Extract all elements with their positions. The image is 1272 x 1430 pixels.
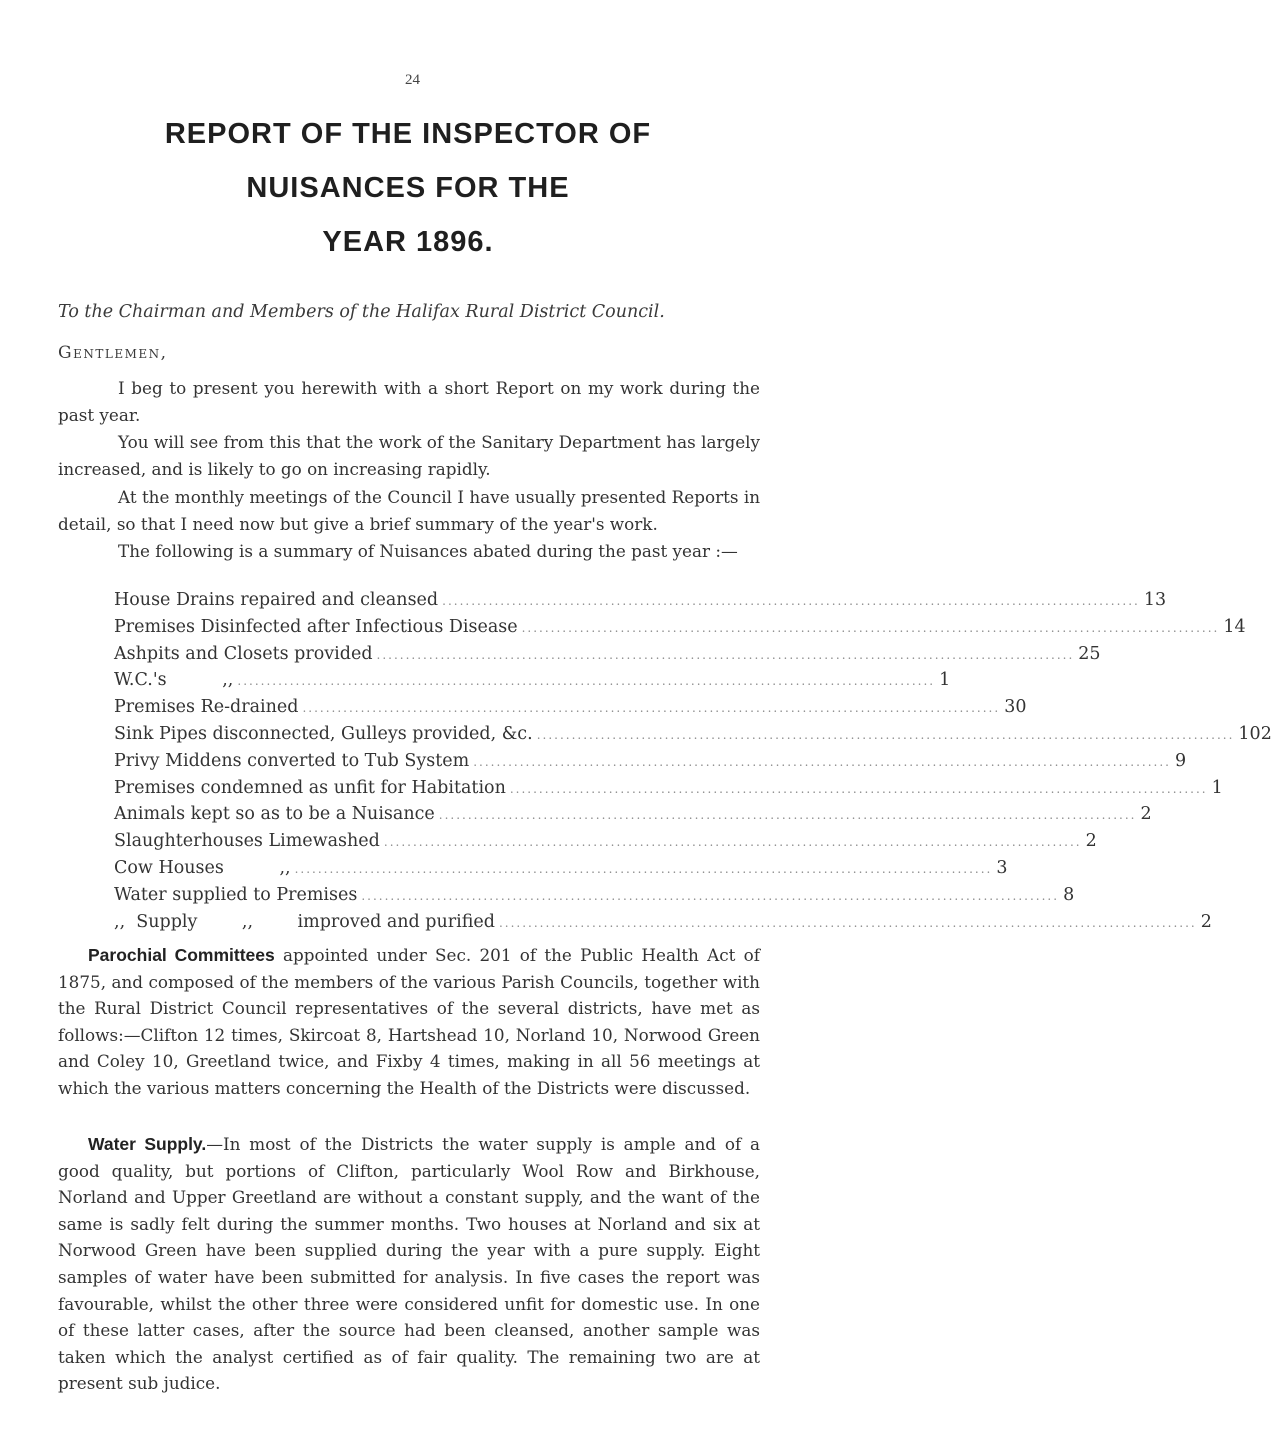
summary-value: 1 [939, 670, 951, 691]
summary-label: W.C.'s ,, [114, 670, 234, 691]
leader-dots: ........................................................................................................................ [302, 701, 1001, 716]
summary-row [114, 804, 1152, 831]
summary-row [114, 643, 1101, 671]
summary-label: Slaughterhouses Limewashed [114, 831, 380, 852]
leader-dots: ........................................................................................................................ [383, 835, 1082, 850]
intro-paragraph-3: At the monthly meetings of the Council I have usually presented Reports in detail, so that I need now but give a brief summary of the year's work. [58, 487, 760, 534]
leader-dots: ........................................................................................................................ [361, 888, 1060, 903]
summary-value: 3 [996, 857, 1008, 878]
summary-value: 8 [1063, 884, 1075, 905]
summary-label: Premises condemned as unfit for Habitation [114, 777, 506, 798]
summary-label: Privy Middens converted to Tub System [114, 750, 470, 771]
summary-value: 2 [1085, 831, 1097, 852]
summary-label: Animals kept so as to be a Nuisance [114, 804, 435, 825]
section-body: —In most of the Districts the water supply is ample and of a good quality, but portions of Clifton, particularly Wool Row and Birkhouse, Norland and Upper Greetland are without a constant supply, and the want of the same is sadly felt during the summer months. Two houses at Norland and six at Norwood Green have been supplied during the year with a pure supply. Eight samples of water have been submitted for analysis. In five cases the report was favourable, whilst the other three were considered unfit for domestic use. In one of these latter cases, after the source had been cleansed, another sample was taken which the analyst certified as of fair quality. The remaining two are at present sub judice. [58, 1134, 761, 1394]
summary-value: 102 [1238, 723, 1272, 744]
section-heading: Parochial Committees [88, 945, 275, 965]
summary-value: 1 [1211, 777, 1223, 798]
leader-dots: ........................................................................................................................ [521, 620, 1220, 635]
address-line: To the Chairman and Members of the Halifax Rural District Council. [58, 302, 665, 322]
summary-value: 25 [1078, 643, 1101, 664]
summary-label: House Drains repaired and cleansed [114, 590, 439, 610]
page-number: 24 [405, 72, 420, 88]
leader-dots: ........................................................................................................................ [237, 674, 936, 689]
summary-label: Premises Disinfected after Infectious Disease [114, 616, 518, 637]
summary-row [114, 857, 1008, 885]
summary-row [114, 911, 1212, 939]
summary-value: 9 [1174, 750, 1187, 771]
summary-row [114, 884, 1075, 912]
summary-value: 2 [1140, 804, 1152, 825]
summary-value: 2 [1200, 911, 1212, 932]
leader-dots: ........................................................................................................................ [438, 808, 1137, 823]
summary-row [114, 750, 1187, 778]
report-title-line-3: YEAR 1896. [322, 226, 494, 258]
nuisances-summary-list [114, 590, 1272, 938]
section-body: appointed under Sec. 201 of the Public Health Act of 1875, and composed of the members of the various Parish Councils, together with the Rural District Council representatives of the several districts, have met as follows:—Clifton 12 times, Skircoat 8, Hartshead 10, Norland 10, Norwood Green and Coley 10, Greetland twice, and Fixby 4 times, making in all 56 meetings at which the various matters concerning the Health of the Districts were discussed. [58, 945, 760, 1098]
water-supply-section [58, 1131, 760, 1397]
summary-label: Ashpits and Closets provided [114, 643, 373, 664]
summary-row [114, 697, 1027, 724]
leader-dots: ........................................................................................................................ [442, 594, 1140, 608]
intro-paragraph-1: I beg to present you herewith with a short Report on my work during the past year. [58, 378, 760, 425]
summary-value: 30 [1004, 697, 1027, 718]
intro-paragraph-2: You will see from this that the work of the Sanitary Department has largely increased, and is likely to go on increasing rapidly. [58, 432, 760, 479]
greeting: Gentlemen, [58, 343, 168, 363]
summary-row [114, 590, 1167, 617]
summary-label: Water supplied to Premises [114, 884, 358, 905]
leader-dots: ........................................................................................................................ [509, 781, 1208, 796]
leader-dots: ........................................................................................................................ [294, 861, 993, 876]
report-title-line-2: NUISANCES FOR THE [246, 172, 570, 204]
leader-dots: ........................................................................................................................ [473, 754, 1171, 769]
summary-value: 14 [1223, 616, 1246, 637]
leader-dots: ........................................................................................................................ [536, 727, 1235, 742]
section-heading: Water Supply. [88, 1134, 207, 1154]
summary-label: Sink Pipes disconnected, Gulleys provided, &c. [114, 723, 533, 744]
summary-row [114, 831, 1097, 858]
intro-paragraph-4: The following is a summary of Nuisances abated during the past year :— [118, 541, 738, 561]
summary-value: 13 [1143, 590, 1167, 610]
summary-label: Cow Houses ,, [114, 857, 291, 878]
leader-dots: ........................................................................................................................ [498, 915, 1197, 930]
summary-label: ,, Supply ,, improved and purified [114, 911, 495, 932]
summary-label: Premises Re-drained [114, 697, 299, 718]
parochial-committees-section [58, 942, 760, 1102]
leader-dots: ........................................................................................................................ [376, 647, 1075, 662]
summary-row [114, 670, 951, 697]
summary-row [114, 777, 1223, 805]
summary-row [114, 723, 1272, 751]
report-title-line-1: REPORT OF THE INSPECTOR OF [164, 118, 652, 150]
summary-row [114, 616, 1246, 644]
